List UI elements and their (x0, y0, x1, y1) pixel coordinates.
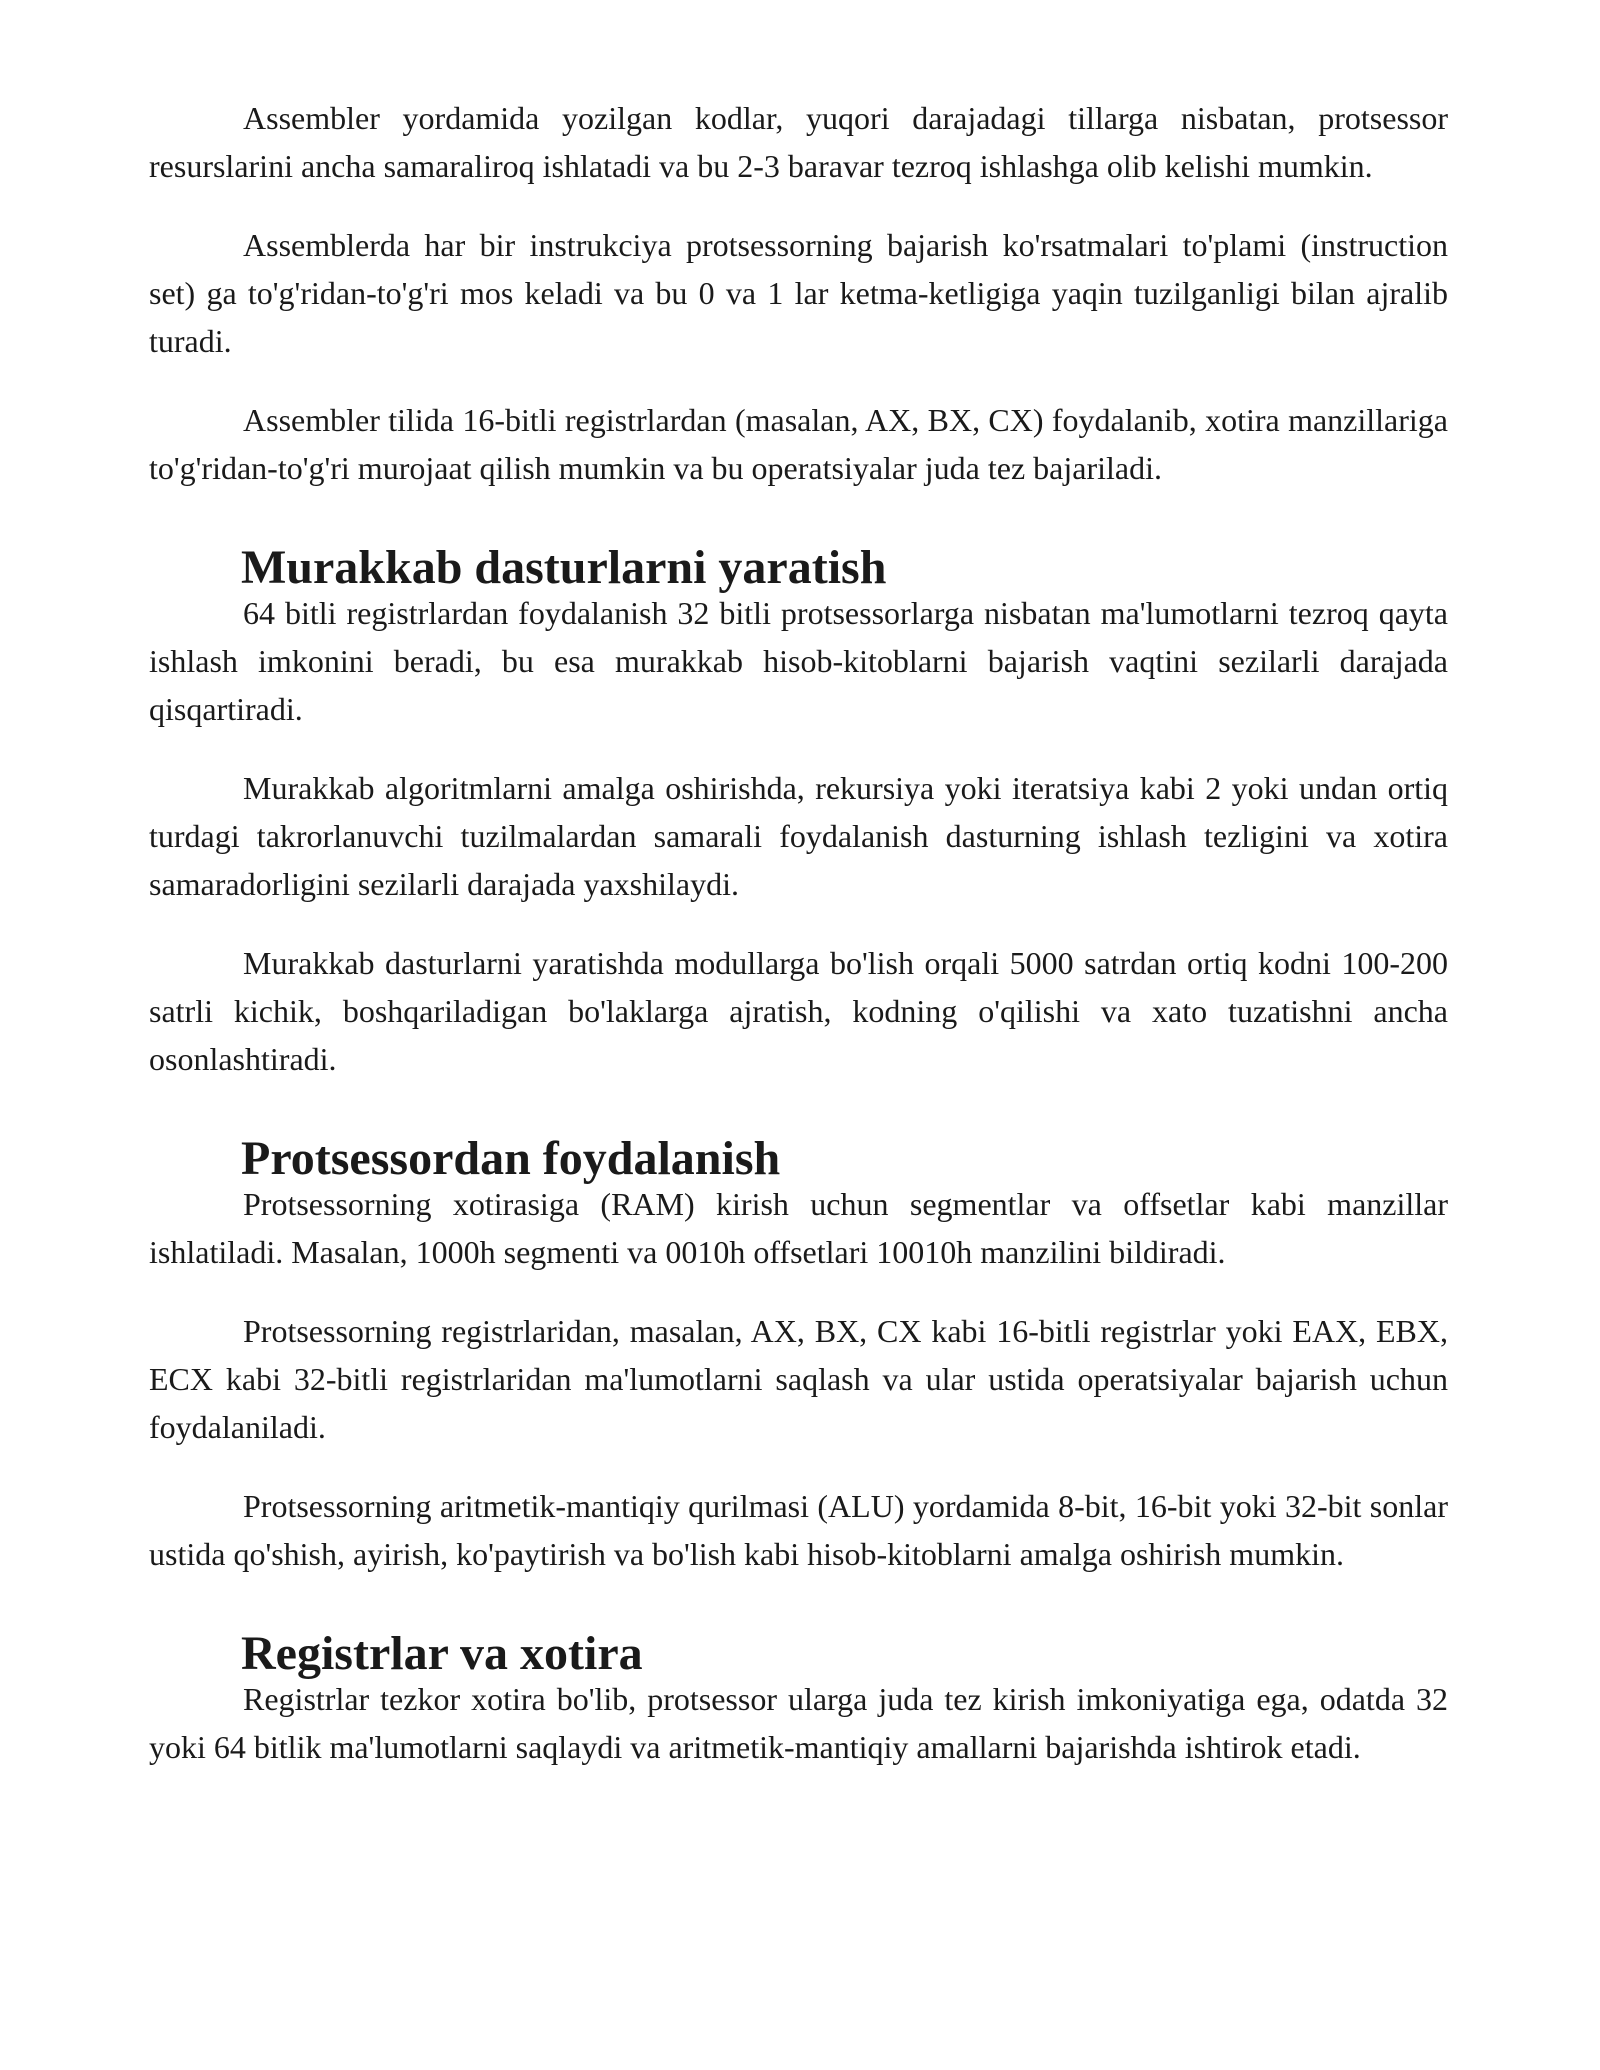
section-heading: Registrlar va xotira (241, 1627, 643, 1680)
paragraph: Assemblerda har bir instrukciya protsessorning bajarish ko'rsatmalari to'plami (instruction set) ga to'g'ridan-to'g'ri mos keladi va bu 0 va 1 lar ketma-ketligiga yaqin tuzilganligi bilan ajralib turadi. (149, 227, 1448, 359)
paragraph: Protsessorning registrlaridan, masalan, AX, BX, CX kabi 16-bitli registrlar yoki EAX, EBX, ECX kabi 32-bitli registrlaridan ma'lumotlarni saqlash va ular ustida operatsiyalar bajarish uchun foydalaniladi. (149, 1313, 1448, 1445)
paragraph: Protsessorning xotirasiga (RAM) kirish uchun segmentlar va offsetlar kabi manzillar ishlatiladi. Masalan, 1000h segmenti va 0010h offsetlari 10010h manzilini bildiradi. (149, 1186, 1448, 1270)
paragraph: Assembler tilida 16-bitli registrlardan (masalan, AX, BX, CX) foydalanib, xotira manzillariga to'g'ridan-to'g'ri murojaat qilish mumkin va bu operatsiyalar juda tez bajariladi. (149, 402, 1448, 486)
paragraph: Registrlar tezkor xotira bo'lib, protsessor ularga juda tez kirish imkoniyatiga ega, odatda 32 yoki 64 bitlik ma'lumotlarni saqlaydi va aritmetik-mantiqiy amallarni bajarishda ishtirok etadi. (149, 1681, 1448, 1765)
section-heading: Murakkab dasturlarni yaratish (241, 541, 887, 594)
paragraph: Murakkab algoritmlarni amalga oshirishda, rekursiya yoki iteratsiya kabi 2 yoki undan ortiq turdagi takrorlanuvchi tuzilmalardan samarali foydalanish dasturning ishlash tezligini va xotira samaradorligini sezilarli darajada yaxshilaydi. (149, 770, 1448, 902)
paragraph: 64 bitli registrlardan foydalanish 32 bitli protsessorlarga nisbatan ma'lumotlarni tezroq qayta ishlash imkonini beradi, bu esa murakkab hisob-kitoblarni bajarish vaqtini sezilarli darajada qisqartiradi. (149, 595, 1448, 727)
paragraph: Assembler yordamida yozilgan kodlar, yuqori darajadagi tillarga nisbatan, protsessor resurslarini ancha samaraliroq ishlatadi va bu 2-3 baravar tezroq ishlashga olib kelishi mumkin. (149, 100, 1448, 184)
section-murakkab-dasturlar (149, 541, 1448, 1083)
paragraph: Protsessorning aritmetik-mantiqiy qurilmasi (ALU) yordamida 8-bit, 16-bit yoki 32-bit sonlar ustida qo'shish, ayirish, ko'paytirish va bo'lish kabi hisob-kitoblarni amalga oshirish mumkin. (149, 1488, 1448, 1572)
section-heading: Protsessordan foydalanish (241, 1132, 781, 1185)
intro-section (149, 94, 1448, 492)
paragraph: Murakkab dasturlarni yaratishda modullarga bo'lish orqali 5000 satrdan ortiq kodni 100-200 satrli kichik, boshqariladigan bo'laklarga ajratish, kodning o'qilishi va xato tuzatishni ancha osonlashtiradi. (149, 945, 1448, 1077)
section-protsessordan-foydalanish (149, 1132, 1448, 1578)
section-registrlar-va-xotira (149, 1627, 1448, 1771)
